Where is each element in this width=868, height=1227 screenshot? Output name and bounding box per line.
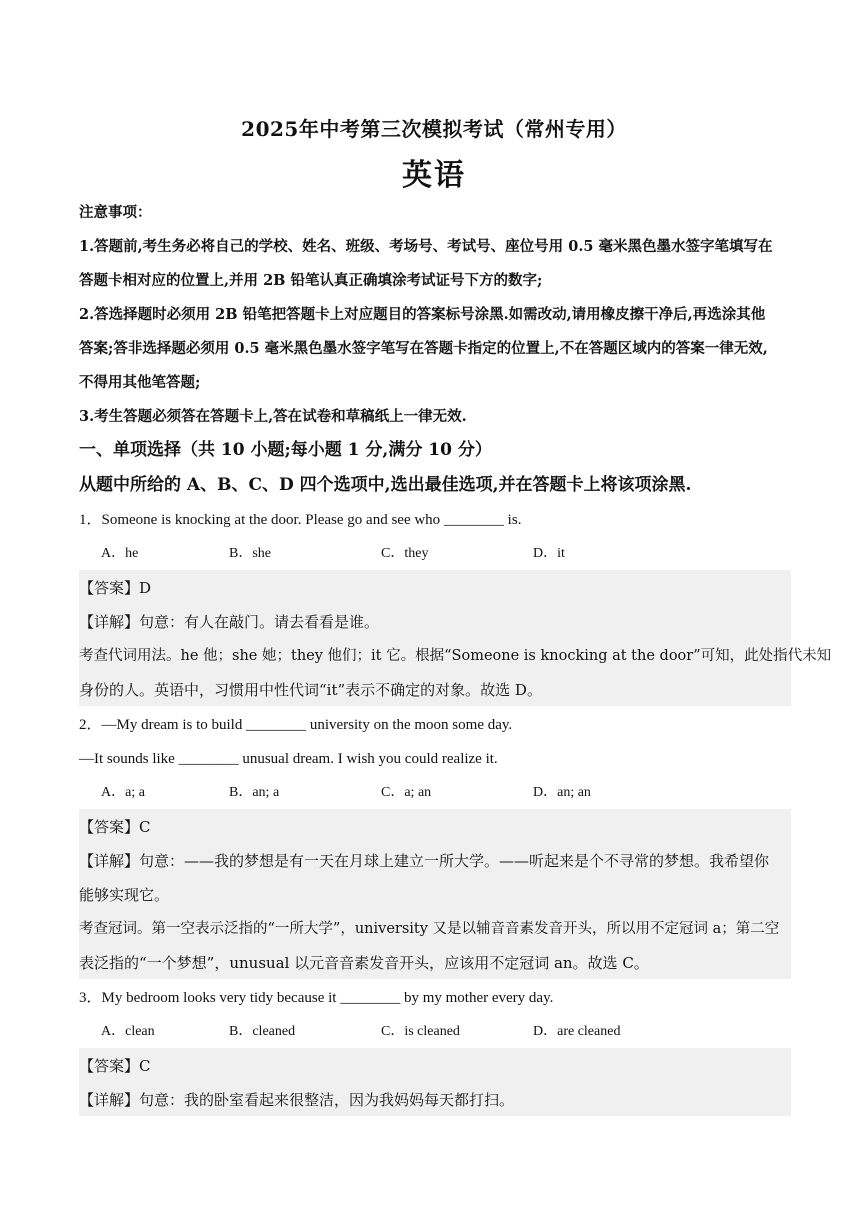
notice-heading: 注意事项： bbox=[79, 204, 152, 221]
answer-label: 【答案】C bbox=[79, 1057, 151, 1075]
explanation-line: 考查冠词。第一空表示泛指的“一所大学”，university 又是以辅音音素发音开头，所以用不定冠词 a；第二空 bbox=[79, 921, 780, 937]
explanation-line: 【详解】句意：我的卧室看起来很整洁，因为我妈妈每天都打扫。 bbox=[79, 1091, 515, 1109]
option-d: D．an; an bbox=[533, 785, 591, 800]
question-stem: 1．Someone is knocking at the door. Please go and see who ________ is. bbox=[79, 512, 522, 528]
option-d: D．it bbox=[533, 546, 565, 561]
option-b: B．she bbox=[229, 546, 271, 561]
explanation-line: 考查代词用法。he 他；she 她；they 他们；it 它。根据“Someone is knocking at the door”可知，此处指代未知 bbox=[79, 648, 832, 664]
option-c: C．they bbox=[381, 546, 429, 561]
section-title: 一、单项选择（共 10 小题;每小题 1 分,满分 10 分） bbox=[79, 440, 492, 460]
section-instruction: 从题中所给的 A、B、C、D 四个选项中,选出最佳选项,并在答题卡上将该项涂黑. bbox=[79, 475, 692, 495]
explanation-line: 【详解】句意：——我的梦想是有一天在月球上建立一所大学。——听起来是个不寻常的梦想。我希望你 bbox=[79, 852, 770, 870]
answer-label: 【答案】D bbox=[79, 579, 152, 597]
explanation-line: 【详解】句意：有人在敲门。请去看看是谁。 bbox=[79, 613, 380, 631]
option-a: A．he bbox=[101, 546, 139, 561]
option-a: A．clean bbox=[101, 1024, 155, 1039]
notice-line: 不得用其他笔答题; bbox=[79, 374, 201, 391]
option-d: D．are cleaned bbox=[533, 1024, 621, 1039]
explanation-line: 能够实现它。 bbox=[79, 886, 170, 904]
option-b: B．cleaned bbox=[229, 1024, 296, 1039]
notice-line: 2.答选择题时必须用 2B 铅笔把答题卡上对应题目的答案标号涂黑.如需改动,请用橡皮擦干净后,再选涂其他 bbox=[79, 306, 766, 323]
option-a: A．a; a bbox=[101, 785, 145, 800]
option-b: B．an; a bbox=[229, 785, 280, 800]
exam-subject: 英语 bbox=[402, 158, 466, 193]
notice-line: 1.答题前,考生务必将自己的学校、姓名、班级、考场号、考试号、座位号用 0.5 毫米黑色墨水签字笔填写在 bbox=[79, 238, 773, 255]
notice-line: 3.考生答题必须答在答题卡上,答在试卷和草稿纸上一律无效. bbox=[79, 408, 467, 425]
question-stem: 2．—My dream is to build ________ university on the moon some day. bbox=[79, 717, 513, 733]
notice-line: 答案;答非选择题必须用 0.5 毫米黑色墨水签字笔写在答题卡指定的位置上,不在答题区域内的答案一律无效, bbox=[79, 340, 768, 357]
explanation-line: 身份的人。英语中，习惯用中性代词“it”表示不确定的对象。故选 D。 bbox=[79, 681, 542, 699]
exam-title: 2025年中考第三次模拟考试（常州专用） bbox=[241, 117, 627, 141]
question-stem: 3．My bedroom looks very tidy because it ________ by my mother every day. bbox=[79, 990, 554, 1006]
answer-label: 【答案】C bbox=[79, 818, 151, 836]
option-c: C．is cleaned bbox=[381, 1024, 460, 1039]
explanation-line: 表泛指的“一个梦想”，unusual 以元音音素发音开头，应该用不定冠词 an。故选 C。 bbox=[79, 954, 649, 972]
option-c: C．a; an bbox=[381, 785, 432, 800]
notice-line: 答题卡相对应的位置上,并用 2B 铅笔认真正确填涂考试证号下方的数字; bbox=[79, 272, 543, 289]
question-stem: —It sounds like ________ unusual dream. I wish you could realize it. bbox=[79, 751, 498, 767]
